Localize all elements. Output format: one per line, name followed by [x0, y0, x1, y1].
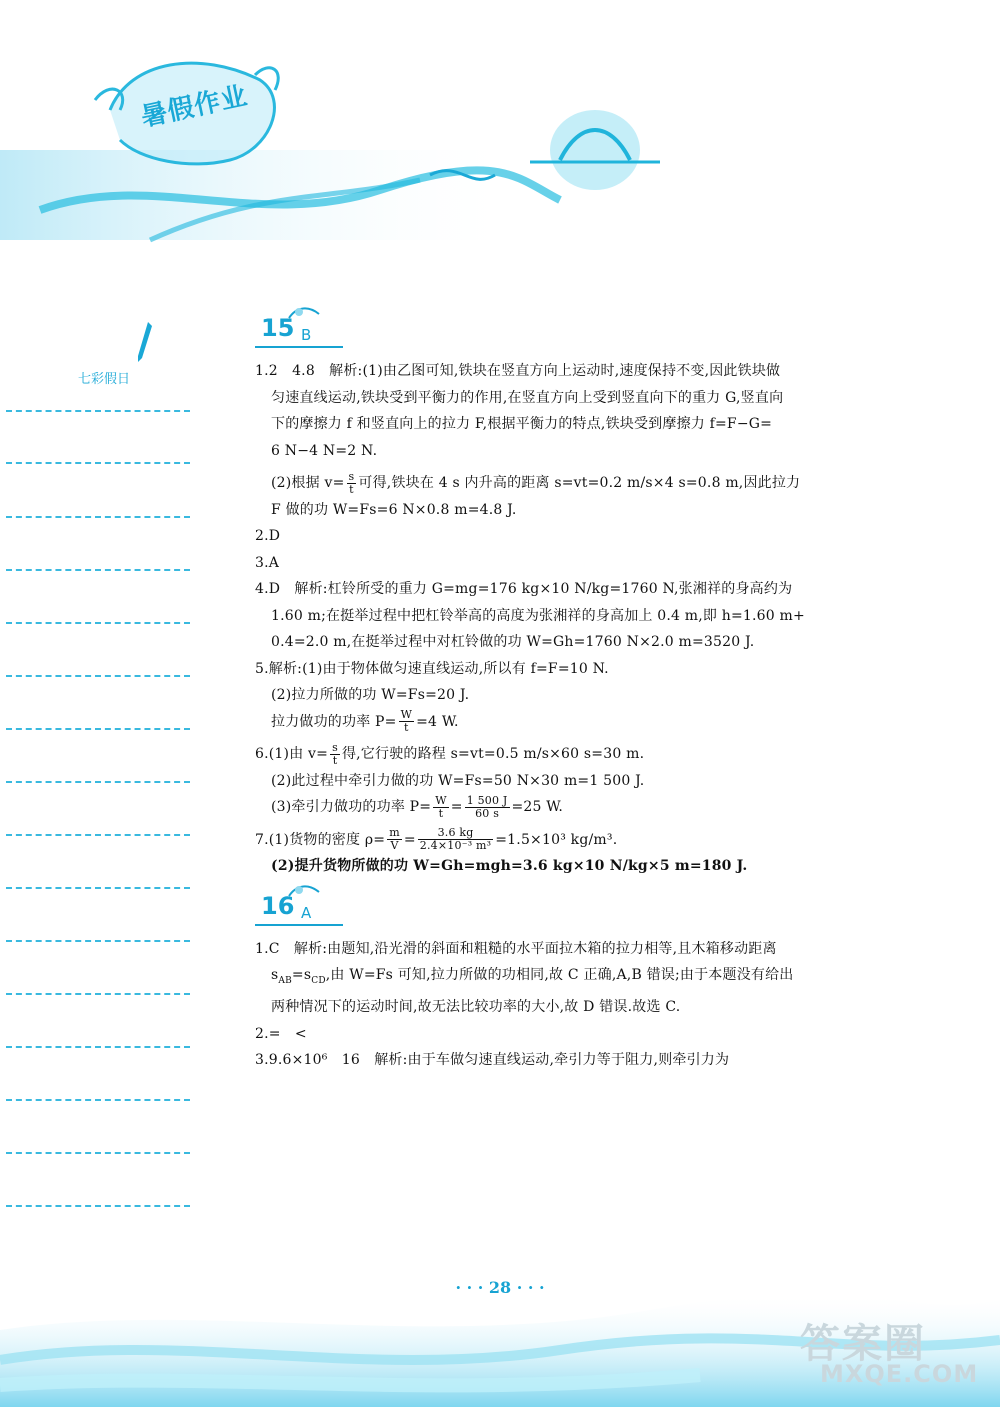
- fraction: [399, 709, 415, 734]
- answer-line: F 做的功 W=Fs=6 N×0.8 m=4.8 J.: [271, 501, 517, 518]
- answer-line: (2)提升货物所做的功 W=Gh=mgh=3.6 kg×10 N/kg×5 m=180 J.: [271, 858, 748, 874]
- note-line: [6, 1205, 190, 1207]
- page-number: · · · 28 · · ·: [455, 1278, 545, 1297]
- note-line: [6, 410, 190, 412]
- text-segment: 拉力做功的功率 P=: [271, 713, 397, 730]
- denominator: t: [349, 482, 354, 496]
- answer-line: (2)此过程中牵引力做的功 W=Fs=50 N×30 m=1 500 J.: [271, 772, 645, 789]
- text-segment: =1.5×10³ kg/m³.: [495, 831, 618, 848]
- answer-line: 1.2 4.8 解析:(1)由乙图可知,铁块在竖直方向上运动时,速度保持不变,因此铁块做: [255, 363, 781, 379]
- text-segment: =4 W.: [416, 713, 459, 730]
- numerator: s: [348, 469, 355, 483]
- answer-line: 0.4=2.0 m,在挺举过程中对杠铃做的功 W=Gh=1760 N×2.0 m=3520 J.: [271, 634, 755, 650]
- denominator: V: [390, 839, 399, 852]
- note-line: [6, 516, 190, 518]
- fraction: [433, 795, 449, 820]
- answer-line: [255, 794, 895, 821]
- text-segment: 可得,铁块在 4 s 内升高的距离 s=vt=0.2 m/s×4 s=0.8 m,因此拉力: [358, 475, 801, 491]
- section-underline: [255, 346, 343, 348]
- denominator: t: [332, 753, 338, 767]
- answer-line: [255, 470, 895, 497]
- answer-line: 4.D 解析:杠铃所受的重力 G=mg=176 kg×10 N/kg=1760 N,张湘祥的身高约为: [255, 581, 793, 597]
- answer-line: (2)拉力所做的功 W=Fs=20 J.: [271, 687, 470, 703]
- text-segment: 6.(1)由 v=: [255, 746, 329, 762]
- numerator: W: [435, 793, 447, 807]
- denominator: 2.4×10⁻³ m³: [419, 839, 492, 852]
- numerator: 1 500 J: [466, 793, 508, 807]
- note-line: [6, 887, 190, 889]
- answer-content: [255, 310, 895, 1074]
- answer-line: 6 N−4 N=2 N.: [271, 442, 378, 459]
- text-segment: ,由 W=Fs 可知,拉力所做的功相同,故 C 正确,A,B 错误;由于本题没有给出: [325, 967, 794, 983]
- watermark-url: MXQE.COM: [820, 1360, 979, 1388]
- note-line: [6, 834, 190, 836]
- numerator: 3.6 kg: [418, 827, 493, 840]
- sidebar-label: 七彩假日: [78, 372, 131, 387]
- section-header-15: [255, 310, 895, 350]
- note-line: [6, 569, 190, 571]
- subscript: CD: [311, 975, 326, 986]
- answer-line: 1.60 m;在挺举过程中把杠铃举高的高度为张湘祥的身高加上 0.4 m,即 h=1.60 m+: [271, 607, 805, 624]
- text-segment: s: [271, 967, 279, 983]
- text-segment: (2)根据 v=: [271, 475, 345, 491]
- answer-line: 两种情况下的运动时间,故无法比较功率的大小,故 D 错误.故选 C.: [271, 999, 681, 1016]
- numerator: m: [389, 826, 400, 839]
- numerator: W: [400, 708, 413, 721]
- note-line: [6, 675, 190, 677]
- answer-line: [255, 709, 895, 736]
- section-number: 16: [261, 891, 295, 920]
- answer-line: 3.9.6×10⁶ 16 解析:由于车做匀速直线运动,牵引力等于阻力,则牵引力为: [255, 1052, 730, 1069]
- answer-line: 3.A: [255, 554, 280, 571]
- note-line: [6, 1046, 190, 1048]
- fraction: [465, 795, 510, 820]
- answer-line: 2.D: [255, 528, 281, 544]
- text-segment: =: [403, 831, 416, 848]
- answer-line: 2.= <: [255, 1025, 307, 1042]
- answer-line: 下的摩擦力 f 和竖直向上的拉力 F,根据平衡力的特点,铁块受到摩擦力 f=F−G=: [271, 416, 773, 432]
- fraction: [387, 827, 402, 852]
- note-line: [6, 1099, 190, 1101]
- text-segment: =25 W.: [511, 799, 564, 815]
- note-line: [6, 1152, 190, 1154]
- fraction: [330, 742, 340, 767]
- watermark-text: 答案圈: [800, 1321, 926, 1367]
- fraction: [347, 471, 357, 496]
- section-letter: B: [301, 326, 312, 344]
- answer-line: [255, 741, 895, 768]
- section-letter: A: [301, 903, 312, 922]
- note-line: [6, 940, 190, 942]
- note-line: [6, 622, 190, 624]
- denominator: t: [438, 806, 444, 820]
- answer-line: [255, 827, 895, 854]
- banner-title: 暑假作业: [138, 81, 251, 133]
- denominator: t: [404, 721, 409, 734]
- text-segment: (3)牵引力做功的功率 P=: [271, 799, 432, 815]
- section-underline: [255, 924, 343, 926]
- answer-line: 匀速直线运动,铁块受到平衡力的作用,在竖直方向上受到竖直向下的重力 G,竖直向: [271, 389, 784, 406]
- watermark: [800, 1312, 979, 1388]
- note-line: [6, 781, 190, 783]
- answer-line: 5.解析:(1)由于物体做匀速直线运动,所以有 f=F=10 N.: [255, 660, 609, 677]
- text-segment: 得,它行驶的路程 s=vt=0.5 m/s×60 s=30 m.: [341, 746, 645, 762]
- header-banner: [0, 0, 1000, 260]
- text-segment: =s: [291, 967, 312, 983]
- pen-icon: [134, 320, 154, 366]
- note-line: [6, 728, 190, 730]
- text-segment: =: [450, 799, 463, 815]
- text-segment: 7.(1)货物的密度 ρ=: [255, 831, 386, 848]
- numerator: s: [332, 740, 338, 754]
- answer-line: [255, 962, 895, 994]
- section-header-16: [255, 888, 895, 928]
- denominator: 60 s: [475, 806, 500, 820]
- note-line: [6, 462, 190, 464]
- note-line: [6, 993, 190, 995]
- answer-line: 1.C 解析:由题知,沿光滑的斜面和粗糙的水平面拉木箱的拉力相等,且木箱移动距离: [255, 940, 777, 957]
- section-number: 15: [261, 314, 295, 342]
- subscript: AB: [278, 975, 292, 986]
- fraction: [418, 827, 493, 852]
